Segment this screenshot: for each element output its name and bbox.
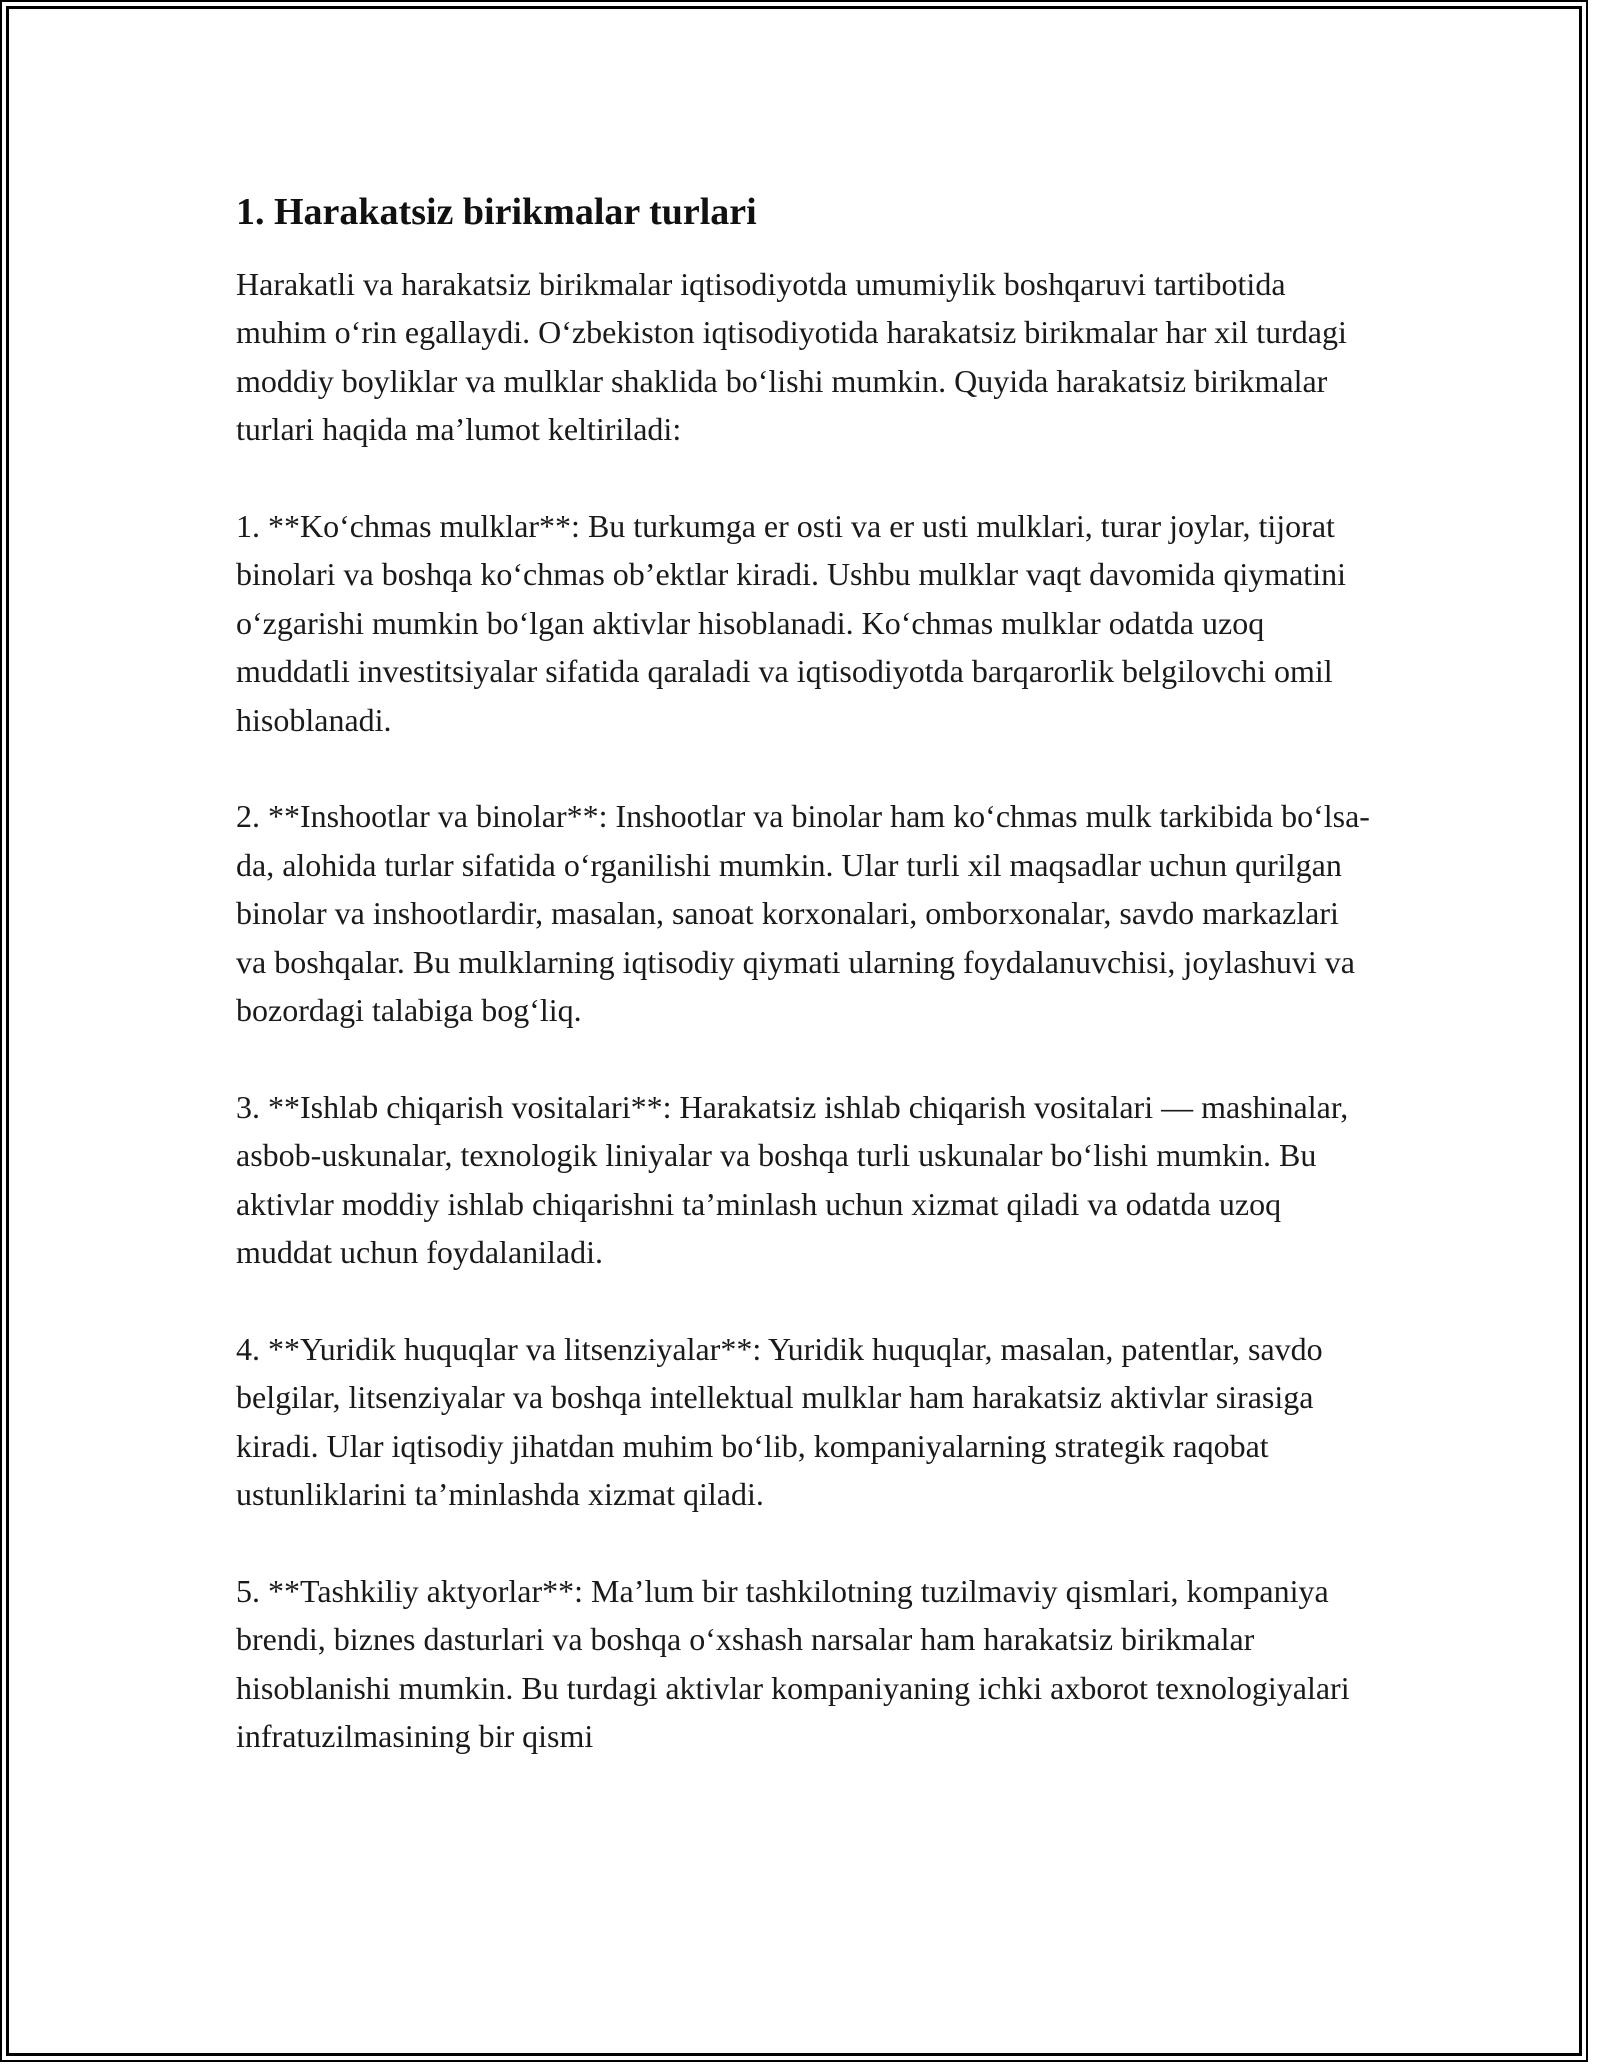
item-paragraph-2: 2. **Inshootlar va binolar**: Inshootlar va binolar ham ko‘chmas mulk tarkibida bo‘lsa-da, alohida turlar sifatida o‘rganilishi mumkin. Ular turli xil maqsadlar uchun qurilgan binolar va inshootlardir, masalan, sanoat korxonalari, omborxonalar, savdo markazlari va boshqalar. Bu mulklarning iqtisodiy qiymati ularning foydalanuvchisi, joylashuvi va bozordagi talabiga bog‘liq. <box>236 798 1370 1029</box>
document-body <box>236 180 1376 1761</box>
item-paragraph-4: 4. **Yuridik huquqlar va litsenziyalar**: Yuridik huquqlar, masalan, patentlar, savdo belgilar, litsenziyalar va boshqa intellektual mulklar ham harakatsiz aktivlar sirasiga kiradi. Ular iqtisodiy jihatdan muhim bo‘lib, kompaniyalarning strategik raqobat ustunliklarini ta’minlashda xizmat qiladi. <box>236 1330 1323 1513</box>
item-paragraph-5: 5. **Tashkiliy aktyorlar**: Ma’lum bir tashkilotning tuzilmaviy qismlari, kompaniya brendi, biznes dasturlari va boshqa o‘xshash narsalar ham harakatsiz birikmalar hisoblanishi mumkin. Bu turdagi aktivlar kompaniyaning ichki axborot texnologiyalari infratuzilmasining bir qismi <box>236 1572 1350 1755</box>
section-title: 1. Harakatsiz birikmalar turlari <box>236 191 757 233</box>
intro-paragraph: Harakatli va harakatsiz birikmalar iqtisodiyotda umumiylik boshqaruvi tartibotida muhim o‘rin egallaydi. O‘zbekiston iqtisodiyotida harakatsiz birikmalar har xil turdagi moddiy boyliklar va mulklar shaklida bo‘lishi mumkin. Quyida harakatsiz birikmalar turlari haqida ma’lumot keltiriladi: <box>236 266 1347 448</box>
item-paragraph-1: 1. **Ko‘chmas mulklar**: Bu turkumga er osti va er usti mulklari, turar joylar, tijorat binolari va boshqa ko‘chmas ob’ektlar kiradi. Ushbu mulklar vaqt davomida qiymatini o‘zgarishi mumkin bo‘lgan aktivlar hisoblanadi. Ko‘chmas mulklar odatda uzoq muddatli investitsiyalar sifatida qaraladi va iqtisodiyotda barqarorlik belgilovchi omil hisoblanadi. <box>236 508 1346 738</box>
item-paragraph-3: 3. **Ishlab chiqarish vositalari**: Harakatsiz ishlab chiqarish vositalari — mashinalar, asbob-uskunalar, texnologik liniyalar va boshqa turli uskunalar bo‘lishi mumkin. Bu aktivlar moddiy ishlab chiqarishni ta’minlash uchun xizmat qiladi va odatda uzoq muddat uchun foydalaniladi. <box>236 1088 1349 1271</box>
